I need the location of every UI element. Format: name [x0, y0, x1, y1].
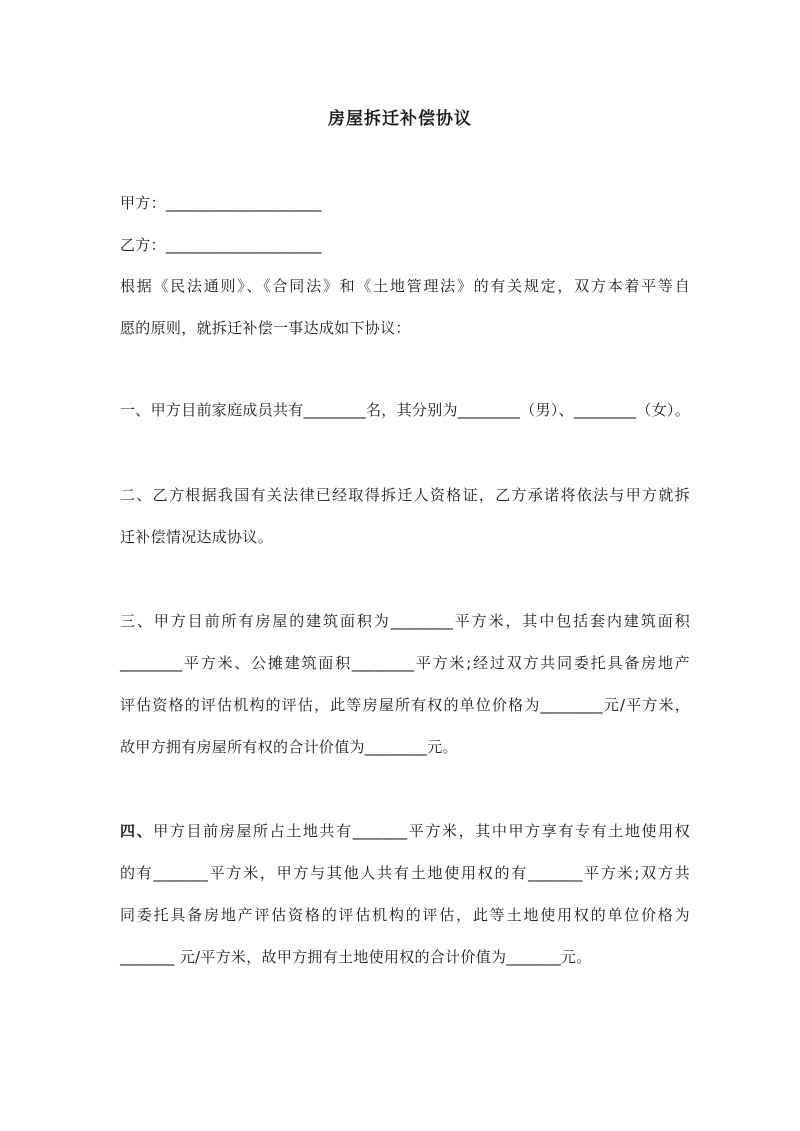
clause-4-line-4: _______ 元/平方米，故甲方拥有土地使用权的合计价值为_______元。 — [120, 948, 592, 966]
clause-4-heading: 四、 — [120, 822, 154, 840]
clause-4-line-1 — [120, 821, 690, 841]
clause-2-line-2: 迁补偿情况达成协议。 — [120, 528, 274, 546]
clause-3-line-2: ________平方米、公摊建筑面积________平方米;经过双方共同委托具备房地产 — [120, 654, 690, 672]
clause-3-line-1: 三、甲方目前所有房屋的建筑面积为________平方米，其中包括套内建筑面积 — [120, 612, 690, 630]
preamble-line-2: 愿的原则，就拆迁补偿一事达成如下协议： — [120, 319, 411, 337]
clause-3-line-4: 故甲方拥有房屋所有权的合计价值为________元。 — [120, 738, 458, 756]
party-a-line: 甲方：____________________ — [120, 194, 322, 212]
clause-4-line-2: 的有_______平方米，甲方与其他人共有土地使用权的有_______平方米;双方共 — [120, 864, 690, 882]
party-b-line: 乙方：____________________ — [120, 236, 322, 254]
clause-4-line-3: 同委托具备房地产评估资格的评估机构的评估，此等土地使用权的单位价格为 — [120, 906, 690, 924]
clause-3-line-3: 评估资格的评估机构的评估，此等房屋所有权的单位价格为________元/平方米， — [120, 696, 690, 714]
clause-2-line-1: 二、乙方根据我国有关法律已经取得拆迁人资格证，乙方承诺将依法与甲方就拆 — [120, 486, 690, 504]
clause-4-line-1-text: 甲方目前房屋所占土地共有_______平方米，其中甲方享有专有土地使用权 — [153, 822, 690, 840]
clause-1-line-1: 一、甲方目前家庭成员共有________名，其分别为________（男）、________（女）。 — [120, 401, 691, 419]
preamble-line-1: 根据《民法通则》、《合同法》和《土地管理法》的有关规定，双方本着平等自 — [120, 277, 690, 295]
document-title: 房屋拆迁补偿协议 — [328, 109, 472, 129]
